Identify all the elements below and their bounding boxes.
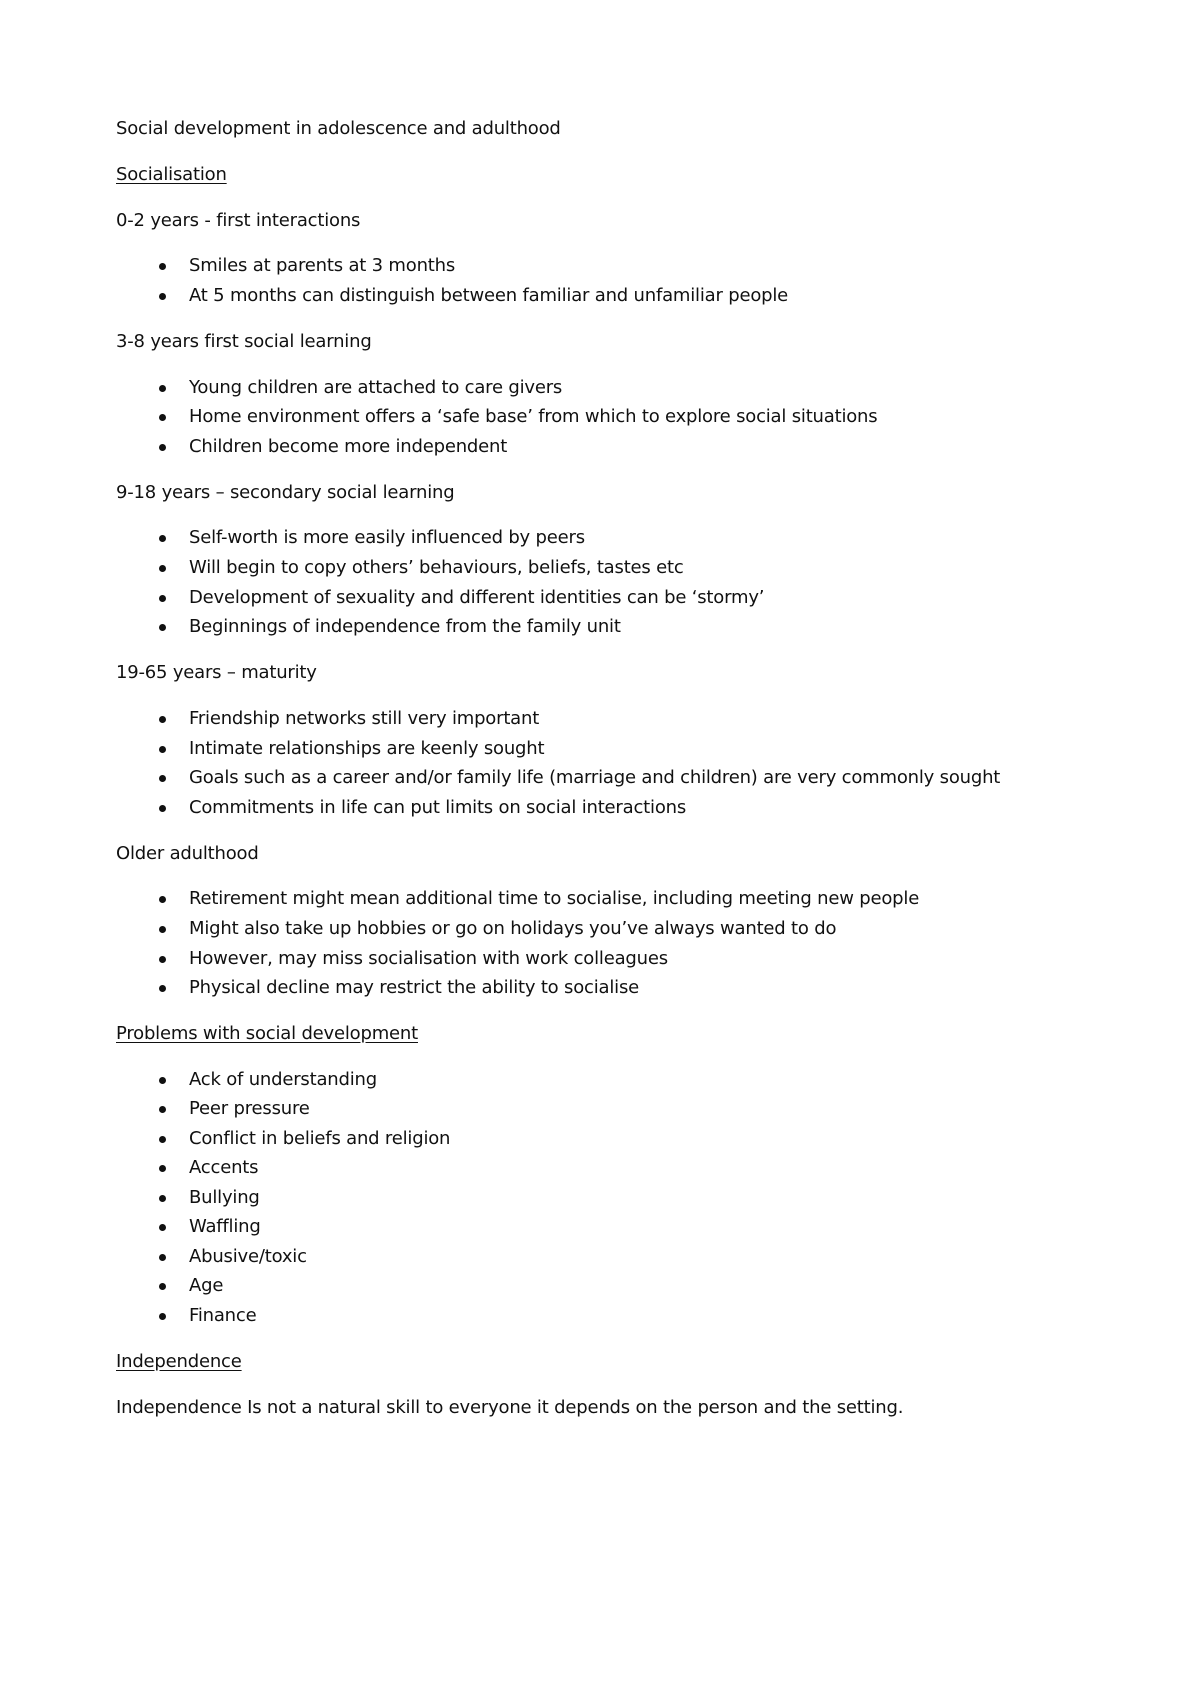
bullet-icon xyxy=(159,385,166,392)
bullet-icon xyxy=(159,926,166,933)
list-item: At 5 months can distinguish between familiar and unfamiliar people xyxy=(189,284,788,308)
bullet-icon xyxy=(159,1313,166,1320)
bullet-icon xyxy=(159,805,166,812)
independence-text: Independence Is not a natural skill to everyone it depends on the person and the setting. xyxy=(116,1397,904,1418)
list-item: Intimate relationships are keenly sought xyxy=(189,737,544,761)
stage-heading: 9-18 years – secondary social learning xyxy=(116,482,455,503)
list-item: Commitments in life can put limits on social interactions xyxy=(189,796,686,820)
bullet-icon xyxy=(159,263,166,270)
bullet-icon xyxy=(159,1165,166,1172)
bullet-icon xyxy=(159,1136,166,1143)
list-item: Self-worth is more easily influenced by peers xyxy=(189,526,585,550)
list-item: Conflict in beliefs and religion xyxy=(189,1127,450,1151)
list-item: Young children are attached to care givers xyxy=(189,376,562,400)
bullet-icon xyxy=(159,595,166,602)
bullet-icon xyxy=(159,746,166,753)
list-item: Retirement might mean additional time to socialise, including meeting new people xyxy=(189,887,919,911)
bullet-icon xyxy=(159,956,166,963)
list-item: Home environment offers a ‘safe base’ from which to explore social situations xyxy=(189,405,877,429)
independence-heading: Independence xyxy=(116,1351,242,1372)
list-item: Finance xyxy=(189,1304,256,1328)
document-title: Social development in adolescence and adulthood xyxy=(116,118,561,139)
list-item: Friendship networks still very important xyxy=(189,707,539,731)
bullet-icon xyxy=(159,896,166,903)
bullet-icon xyxy=(159,535,166,542)
list-item: Accents xyxy=(189,1156,258,1180)
list-item: Age xyxy=(189,1274,223,1298)
list-item: Children become more independent xyxy=(189,435,507,459)
list-item: Peer pressure xyxy=(189,1097,310,1121)
list-item: Smiles at parents at 3 months xyxy=(189,254,455,278)
list-item: However, may miss socialisation with work colleagues xyxy=(189,947,668,971)
problems-heading: Problems with social development xyxy=(116,1023,418,1044)
bullet-icon xyxy=(159,716,166,723)
bullet-icon xyxy=(159,1077,166,1084)
bullet-icon xyxy=(159,624,166,631)
stage-heading: 3-8 years first social learning xyxy=(116,331,372,352)
list-item: Bullying xyxy=(189,1186,260,1210)
stage-heading: 0-2 years - first interactions xyxy=(116,210,361,231)
bullet-icon xyxy=(159,1106,166,1113)
list-item: Physical decline may restrict the ability to socialise xyxy=(189,976,639,1000)
bullet-icon xyxy=(159,1224,166,1231)
bullet-icon xyxy=(159,293,166,300)
stage-heading: Older adulthood xyxy=(116,843,259,864)
bullet-icon xyxy=(159,985,166,992)
list-item: Beginnings of independence from the family unit xyxy=(189,615,621,639)
list-item: Abusive/toxic xyxy=(189,1245,307,1269)
socialisation-heading: Socialisation xyxy=(116,164,227,185)
list-item: Might also take up hobbies or go on holidays you’ve always wanted to do xyxy=(189,917,836,941)
bullet-icon xyxy=(159,444,166,451)
stage-heading: 19-65 years – maturity xyxy=(116,662,317,683)
bullet-icon xyxy=(159,1283,166,1290)
bullet-icon xyxy=(159,775,166,782)
list-item: Goals such as a career and/or family life (marriage and children) are very commonly sought xyxy=(189,766,1000,790)
bullet-icon xyxy=(159,1254,166,1261)
list-item: Waffling xyxy=(189,1215,261,1239)
bullet-icon xyxy=(159,414,166,421)
list-item: Development of sexuality and different identities can be ‘stormy’ xyxy=(189,586,764,610)
bullet-icon xyxy=(159,565,166,572)
bullet-icon xyxy=(159,1195,166,1202)
list-item: Will begin to copy others’ behaviours, beliefs, tastes etc xyxy=(189,556,684,580)
list-item: Ack of understanding xyxy=(189,1068,377,1092)
